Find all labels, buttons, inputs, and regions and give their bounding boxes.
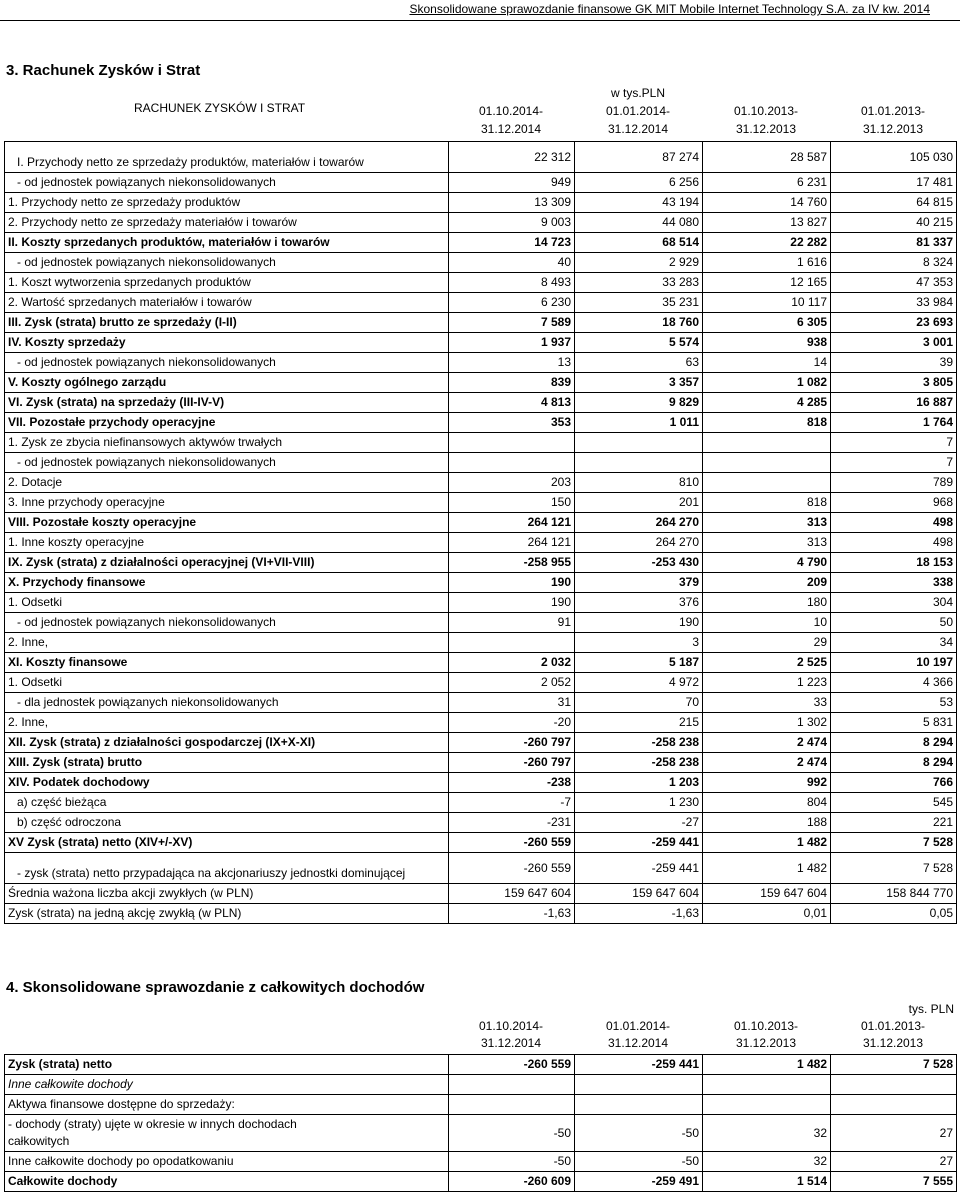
value-cell-col2: 1 230 — [575, 793, 703, 813]
value-cell-col2: 33 283 — [575, 273, 703, 293]
value-cell-col4: 27 — [831, 1115, 957, 1152]
s4-col2-top: 01.01.2014- — [605, 1019, 671, 1033]
value-cell-col1: -50 — [449, 1115, 575, 1152]
value-cell-col2: 9 829 — [575, 393, 703, 413]
value-cell-col2: -258 238 — [575, 733, 703, 753]
value-cell-col1: -260 609 — [449, 1172, 575, 1192]
section-4-title: 4. Skonsolidowane sprawozdanie z całkowitych dochodów — [6, 979, 425, 996]
value-cell-col3: 938 — [703, 333, 831, 353]
row-label: 1. Odsetki — [5, 593, 449, 613]
value-cell-col1: 190 — [449, 593, 575, 613]
income-statement-row — [5, 233, 957, 253]
row-label: 1. Zysk ze zbycia niefinansowych aktywów trwałych — [5, 433, 449, 453]
value-cell-col4: 27 — [831, 1152, 957, 1172]
value-cell-col3: 1 616 — [703, 253, 831, 273]
value-cell-col1: 1 937 — [449, 333, 575, 353]
value-cell-col3: 22 282 — [703, 233, 831, 253]
row-label: III. Zysk (strata) brutto ze sprzedaży (I-II) — [5, 313, 449, 333]
income-statement-row — [5, 433, 957, 453]
row-label-line-2: całkowitych — [8, 1134, 70, 1148]
comprehensive-income-table — [4, 1054, 957, 1192]
value-cell-col4: 498 — [831, 513, 957, 533]
value-cell-col4: 7 528 — [831, 1055, 957, 1075]
value-cell-col3: 4 790 — [703, 553, 831, 573]
value-cell-col2: 264 270 — [575, 513, 703, 533]
value-cell-col4: 64 815 — [831, 193, 957, 213]
value-cell-col2: 4 972 — [575, 673, 703, 693]
value-cell-col4: 50 — [831, 613, 957, 633]
row-label: 2. Wartość sprzedanych materiałów i towarów — [5, 293, 449, 313]
s4-col1-bottom: 31.12.2014 — [480, 1036, 542, 1050]
row-label: Zysk (strata) netto — [5, 1055, 449, 1075]
comprehensive-income-row — [5, 1172, 957, 1192]
row-label — [5, 1115, 449, 1152]
value-cell-col1: 31 — [449, 693, 575, 713]
value-cell-col1: 6 230 — [449, 293, 575, 313]
value-cell-col1: 203 — [449, 473, 575, 493]
value-cell-col4: 47 353 — [831, 273, 957, 293]
value-cell-col3: 14 — [703, 353, 831, 373]
s3-col2-bottom: 31.12.2014 — [607, 122, 669, 136]
value-cell-col2: 201 — [575, 493, 703, 513]
value-cell-col3: 2 474 — [703, 733, 831, 753]
s3-col1-bottom: 31.12.2014 — [480, 122, 542, 136]
value-cell-col1: 839 — [449, 373, 575, 393]
value-cell-col1: -20 — [449, 713, 575, 733]
value-cell-col4: 8 294 — [831, 733, 957, 753]
header-rule — [0, 20, 960, 21]
value-cell-col1 — [449, 1075, 575, 1095]
value-cell-col2: 810 — [575, 473, 703, 493]
value-cell-col1 — [449, 633, 575, 653]
s3-col3-top: 01.10.2013- — [733, 104, 799, 118]
value-cell-col4: 5 831 — [831, 713, 957, 733]
value-cell-col4: 789 — [831, 473, 957, 493]
value-cell-col4: 8 324 — [831, 253, 957, 273]
income-statement-row — [5, 693, 957, 713]
value-cell-col3: 1 482 — [703, 853, 831, 884]
value-cell-col1: 7 589 — [449, 313, 575, 333]
comprehensive-income-row — [5, 1055, 957, 1075]
value-cell-col4: 766 — [831, 773, 957, 793]
value-cell-col3: 10 117 — [703, 293, 831, 313]
value-cell-col1: -260 559 — [449, 1055, 575, 1075]
value-cell-col1: 190 — [449, 573, 575, 593]
value-cell-col4: 338 — [831, 573, 957, 593]
value-cell-col2 — [575, 453, 703, 473]
value-cell-col1: -231 — [449, 813, 575, 833]
value-cell-col4: 968 — [831, 493, 957, 513]
value-cell-col4: 23 693 — [831, 313, 957, 333]
value-cell-col1: 264 121 — [449, 533, 575, 553]
income-statement-row — [5, 713, 957, 733]
value-cell-col4: 7 — [831, 453, 957, 473]
value-cell-col2: -259 441 — [575, 1055, 703, 1075]
row-label: VI. Zysk (strata) na sprzedaży (III-IV-V) — [5, 393, 449, 413]
income-statement-row — [5, 193, 957, 213]
value-cell-col3: 1 302 — [703, 713, 831, 733]
income-statement-row — [5, 313, 957, 333]
row-label: XIV. Podatek dochodowy — [5, 773, 449, 793]
value-cell-col2: 3 357 — [575, 373, 703, 393]
value-cell-col3: 32 — [703, 1115, 831, 1152]
s4-col3-bottom: 31.12.2013 — [735, 1036, 797, 1050]
row-label: Całkowite dochody — [5, 1172, 449, 1192]
value-cell-col2: -253 430 — [575, 553, 703, 573]
value-cell-col3: 1 223 — [703, 673, 831, 693]
value-cell-col4: 53 — [831, 693, 957, 713]
value-cell-col2: -259 441 — [575, 833, 703, 853]
value-cell-col3: 6 305 — [703, 313, 831, 333]
value-cell-col3: 10 — [703, 613, 831, 633]
row-label: 3. Inne przychody operacyjne — [5, 493, 449, 513]
value-cell-col1: 353 — [449, 413, 575, 433]
income-statement-row — [5, 813, 957, 833]
row-label: 1. Przychody netto ze sprzedaży produktów — [5, 193, 449, 213]
value-cell-col1: 4 813 — [449, 393, 575, 413]
comprehensive-income-row — [5, 1115, 957, 1152]
value-cell-col2: 1 011 — [575, 413, 703, 433]
row-label: XV Zysk (strata) netto (XIV+/-XV) — [5, 833, 449, 853]
value-cell-col1: 91 — [449, 613, 575, 633]
value-cell-col3: 992 — [703, 773, 831, 793]
row-label: V. Koszty ogólnego zarządu — [5, 373, 449, 393]
value-cell-col2: -1,63 — [575, 904, 703, 924]
s4-col4-top: 01.01.2013- — [860, 1019, 926, 1033]
value-cell-col2: 2 929 — [575, 253, 703, 273]
row-label: 1. Odsetki — [5, 673, 449, 693]
income-statement-row — [5, 733, 957, 753]
value-cell-col4: 34 — [831, 633, 957, 653]
value-cell-col4 — [831, 1075, 957, 1095]
income-statement-row — [5, 593, 957, 613]
value-cell-col3 — [703, 1095, 831, 1115]
value-cell-col2: 159 647 604 — [575, 884, 703, 904]
income-statement-row — [5, 853, 957, 884]
s4-col2-bottom: 31.12.2014 — [607, 1036, 669, 1050]
row-label: II. Koszty sprzedanych produktów, materiałów i towarów — [5, 233, 449, 253]
value-cell-col2: 3 — [575, 633, 703, 653]
value-cell-col1: -7 — [449, 793, 575, 813]
row-label: - od jednostek powiązanych niekonsolidowanych — [5, 453, 449, 473]
value-cell-col4: 7 555 — [831, 1172, 957, 1192]
value-cell-col2: 379 — [575, 573, 703, 593]
row-label: - od jednostek powiązanych niekonsolidowanych — [5, 173, 449, 193]
row-label: IV. Koszty sprzedaży — [5, 333, 449, 353]
value-cell-col3: 159 647 604 — [703, 884, 831, 904]
value-cell-col2: 264 270 — [575, 533, 703, 553]
row-label: X. Przychody finansowe — [5, 573, 449, 593]
value-cell-col2: 35 231 — [575, 293, 703, 313]
income-statement-row — [5, 253, 957, 273]
row-label: b) część odroczona — [5, 813, 449, 833]
s4-col1-top: 01.10.2014- — [478, 1019, 544, 1033]
value-cell-col3: 188 — [703, 813, 831, 833]
section-3-title: 3. Rachunek Zysków i Strat — [6, 62, 201, 79]
income-statement-row — [5, 473, 957, 493]
comprehensive-income-row — [5, 1152, 957, 1172]
value-cell-col4: 16 887 — [831, 393, 957, 413]
value-cell-col2: -50 — [575, 1115, 703, 1152]
value-cell-col2 — [575, 433, 703, 453]
value-cell-col4: 498 — [831, 533, 957, 553]
value-cell-col4: 40 215 — [831, 213, 957, 233]
row-label: XIII. Zysk (strata) brutto — [5, 753, 449, 773]
s3-col3-bottom: 31.12.2013 — [735, 122, 797, 136]
row-label: Inne całkowite dochody po opodatkowaniu — [5, 1152, 449, 1172]
income-statement-row — [5, 633, 957, 653]
value-cell-col1: -260 559 — [449, 853, 575, 884]
value-cell-col3: 1 514 — [703, 1172, 831, 1192]
value-cell-col1: -260 797 — [449, 733, 575, 753]
value-cell-col1: -50 — [449, 1152, 575, 1172]
value-cell-col3: 313 — [703, 533, 831, 553]
row-label-line-1: - dochody (straty) ujęte w okresie w innych dochodach — [8, 1117, 297, 1131]
value-cell-col4: 10 197 — [831, 653, 957, 673]
value-cell-col4: 4 366 — [831, 673, 957, 693]
value-cell-col3 — [703, 473, 831, 493]
income-statement-row — [5, 673, 957, 693]
value-cell-col1: 159 647 604 — [449, 884, 575, 904]
section-4-unit: tys. PLN — [908, 1002, 954, 1016]
value-cell-col2: -27 — [575, 813, 703, 833]
value-cell-col1: 2 032 — [449, 653, 575, 673]
value-cell-col3: 2 525 — [703, 653, 831, 673]
s3-col2-top: 01.01.2014- — [605, 104, 671, 118]
income-statement-row — [5, 833, 957, 853]
value-cell-col1: 14 723 — [449, 233, 575, 253]
s4-col4-bottom: 31.12.2013 — [862, 1036, 924, 1050]
document-header-title[interactable]: Skonsolidowane sprawozdanie finansowe GK MIT Mobile Internet Technology S.A. za IV kw. 2014 — [409, 2, 930, 16]
income-statement-row — [5, 353, 957, 373]
income-statement-row — [5, 553, 957, 573]
value-cell-col2: 70 — [575, 693, 703, 713]
income-statement-row — [5, 493, 957, 513]
value-cell-col4: 8 294 — [831, 753, 957, 773]
income-statement-row — [5, 653, 957, 673]
value-cell-col1: 2 052 — [449, 673, 575, 693]
value-cell-col1: 40 — [449, 253, 575, 273]
comprehensive-income-row — [5, 1095, 957, 1115]
value-cell-col2: 18 760 — [575, 313, 703, 333]
income-statement-table-title: RACHUNEK ZYSKÓW I STRAT — [134, 101, 306, 115]
value-cell-col3 — [703, 433, 831, 453]
value-cell-col3: 818 — [703, 413, 831, 433]
income-statement-row — [5, 173, 957, 193]
value-cell-col3: 29 — [703, 633, 831, 653]
value-cell-col2: 376 — [575, 593, 703, 613]
row-label: 2. Inne, — [5, 713, 449, 733]
value-cell-col2: 1 203 — [575, 773, 703, 793]
row-label: Aktywa finansowe dostępne do sprzedaży: — [5, 1095, 449, 1115]
value-cell-col3: 14 760 — [703, 193, 831, 213]
value-cell-col2: 68 514 — [575, 233, 703, 253]
income-statement-row — [5, 773, 957, 793]
value-cell-col2: 5 187 — [575, 653, 703, 673]
value-cell-col1: -260 559 — [449, 833, 575, 853]
income-statement-row — [5, 573, 957, 593]
value-cell-col1: 8 493 — [449, 273, 575, 293]
income-statement-row — [5, 753, 957, 773]
value-cell-col3: 12 165 — [703, 273, 831, 293]
value-cell-col4: 1 764 — [831, 413, 957, 433]
value-cell-col4: 17 481 — [831, 173, 957, 193]
row-label: VII. Pozostałe przychody operacyjne — [5, 413, 449, 433]
value-cell-col3: 1 082 — [703, 373, 831, 393]
row-label: Zysk (strata) na jedną akcję zwykłą (w PLN) — [5, 904, 449, 924]
row-label: IX. Zysk (strata) z działalności operacyjnej (VI+VII-VIII) — [5, 553, 449, 573]
income-statement-table — [4, 141, 957, 924]
s3-col4-bottom: 31.12.2013 — [862, 122, 924, 136]
value-cell-col2: -259 441 — [575, 853, 703, 884]
value-cell-col4: 39 — [831, 353, 957, 373]
income-statement-row — [5, 884, 957, 904]
row-label: Średnia ważona liczba akcji zwykłych (w PLN) — [5, 884, 449, 904]
value-cell-col3: 6 231 — [703, 173, 831, 193]
row-label: 2. Dotacje — [5, 473, 449, 493]
row-label: - od jednostek powiązanych niekonsolidowanych — [5, 353, 449, 373]
value-cell-col4: 0,05 — [831, 904, 957, 924]
income-statement-row — [5, 373, 957, 393]
income-statement-row — [5, 453, 957, 473]
value-cell-col4: 304 — [831, 593, 957, 613]
value-cell-col1: 264 121 — [449, 513, 575, 533]
value-cell-col2: 190 — [575, 613, 703, 633]
value-cell-col3: 818 — [703, 493, 831, 513]
row-label: Inne całkowite dochody — [5, 1075, 449, 1095]
income-statement-row — [5, 273, 957, 293]
value-cell-col3: 32 — [703, 1152, 831, 1172]
value-cell-col3 — [703, 1075, 831, 1095]
row-label: 1. Inne koszty operacyjne — [5, 533, 449, 553]
value-cell-col3: 804 — [703, 793, 831, 813]
value-cell-col1: 22 312 — [449, 142, 575, 173]
value-cell-col2: 63 — [575, 353, 703, 373]
value-cell-col4: 105 030 — [831, 142, 957, 173]
income-statement-row — [5, 333, 957, 353]
value-cell-col4: 7 — [831, 433, 957, 453]
row-label: I. Przychody netto ze sprzedaży produktów, materiałów i towarów — [5, 142, 449, 173]
row-label: 2. Inne, — [5, 633, 449, 653]
value-cell-col2: 215 — [575, 713, 703, 733]
value-cell-col4: 221 — [831, 813, 957, 833]
income-statement-row — [5, 413, 957, 433]
value-cell-col3: 28 587 — [703, 142, 831, 173]
s3-col4-top: 01.01.2013- — [860, 104, 926, 118]
row-label: a) część bieżąca — [5, 793, 449, 813]
value-cell-col4: 7 528 — [831, 853, 957, 884]
value-cell-col3: 0,01 — [703, 904, 831, 924]
value-cell-col1: -258 955 — [449, 553, 575, 573]
row-label: 1. Koszt wytworzenia sprzedanych produktów — [5, 273, 449, 293]
value-cell-col2: -50 — [575, 1152, 703, 1172]
row-label: XI. Koszty finansowe — [5, 653, 449, 673]
income-statement-row — [5, 293, 957, 313]
value-cell-col3 — [703, 453, 831, 473]
s3-col1-top: 01.10.2014- — [478, 104, 544, 118]
s4-col3-top: 01.10.2013- — [733, 1019, 799, 1033]
value-cell-col4 — [831, 1095, 957, 1115]
value-cell-col3: 313 — [703, 513, 831, 533]
income-statement-row — [5, 393, 957, 413]
row-label: - zysk (strata) netto przypadająca na akcjonariuszy jednostki dominującej — [5, 853, 449, 884]
row-label: - od jednostek powiązanych niekonsolidowanych — [5, 253, 449, 273]
value-cell-col3: 4 285 — [703, 393, 831, 413]
value-cell-col3: 2 474 — [703, 753, 831, 773]
comprehensive-income-row — [5, 1075, 957, 1095]
row-label: - dla jednostek powiązanych niekonsolidowanych — [5, 693, 449, 713]
value-cell-col4: 545 — [831, 793, 957, 813]
section-3-unit: w tys.PLN — [610, 86, 665, 100]
value-cell-col4: 18 153 — [831, 553, 957, 573]
value-cell-col4: 7 528 — [831, 833, 957, 853]
income-statement-row — [5, 213, 957, 233]
income-statement-row — [5, 513, 957, 533]
value-cell-col1: -1,63 — [449, 904, 575, 924]
value-cell-col1 — [449, 1095, 575, 1115]
value-cell-col3: 33 — [703, 693, 831, 713]
value-cell-col1: 150 — [449, 493, 575, 513]
value-cell-col2: 5 574 — [575, 333, 703, 353]
income-statement-row — [5, 793, 957, 813]
income-statement-row — [5, 533, 957, 553]
value-cell-col4: 3 001 — [831, 333, 957, 353]
value-cell-col2: 6 256 — [575, 173, 703, 193]
value-cell-col2: 43 194 — [575, 193, 703, 213]
value-cell-col3: 13 827 — [703, 213, 831, 233]
value-cell-col3: 180 — [703, 593, 831, 613]
value-cell-col2: 44 080 — [575, 213, 703, 233]
income-statement-row — [5, 904, 957, 924]
value-cell-col3: 1 482 — [703, 833, 831, 853]
value-cell-col1: 13 309 — [449, 193, 575, 213]
value-cell-col4: 3 805 — [831, 373, 957, 393]
row-label: - od jednostek powiązanych niekonsolidowanych — [5, 613, 449, 633]
value-cell-col3: 209 — [703, 573, 831, 593]
value-cell-col2 — [575, 1075, 703, 1095]
income-statement-row — [5, 142, 957, 173]
row-label: XII. Zysk (strata) z działalności gospodarczej (IX+X-XI) — [5, 733, 449, 753]
value-cell-col1 — [449, 453, 575, 473]
value-cell-col1: 13 — [449, 353, 575, 373]
value-cell-col4: 158 844 770 — [831, 884, 957, 904]
value-cell-col1: 949 — [449, 173, 575, 193]
value-cell-col1: 9 003 — [449, 213, 575, 233]
value-cell-col1: -238 — [449, 773, 575, 793]
value-cell-col2: 87 274 — [575, 142, 703, 173]
value-cell-col2: -258 238 — [575, 753, 703, 773]
row-label: VIII. Pozostałe koszty operacyjne — [5, 513, 449, 533]
value-cell-col4: 81 337 — [831, 233, 957, 253]
value-cell-col2: -259 491 — [575, 1172, 703, 1192]
value-cell-col1 — [449, 433, 575, 453]
value-cell-col3: 1 482 — [703, 1055, 831, 1075]
row-label: 2. Przychody netto ze sprzedaży materiałów i towarów — [5, 213, 449, 233]
value-cell-col4: 33 984 — [831, 293, 957, 313]
income-statement-row — [5, 613, 957, 633]
value-cell-col1: -260 797 — [449, 753, 575, 773]
value-cell-col2 — [575, 1095, 703, 1115]
